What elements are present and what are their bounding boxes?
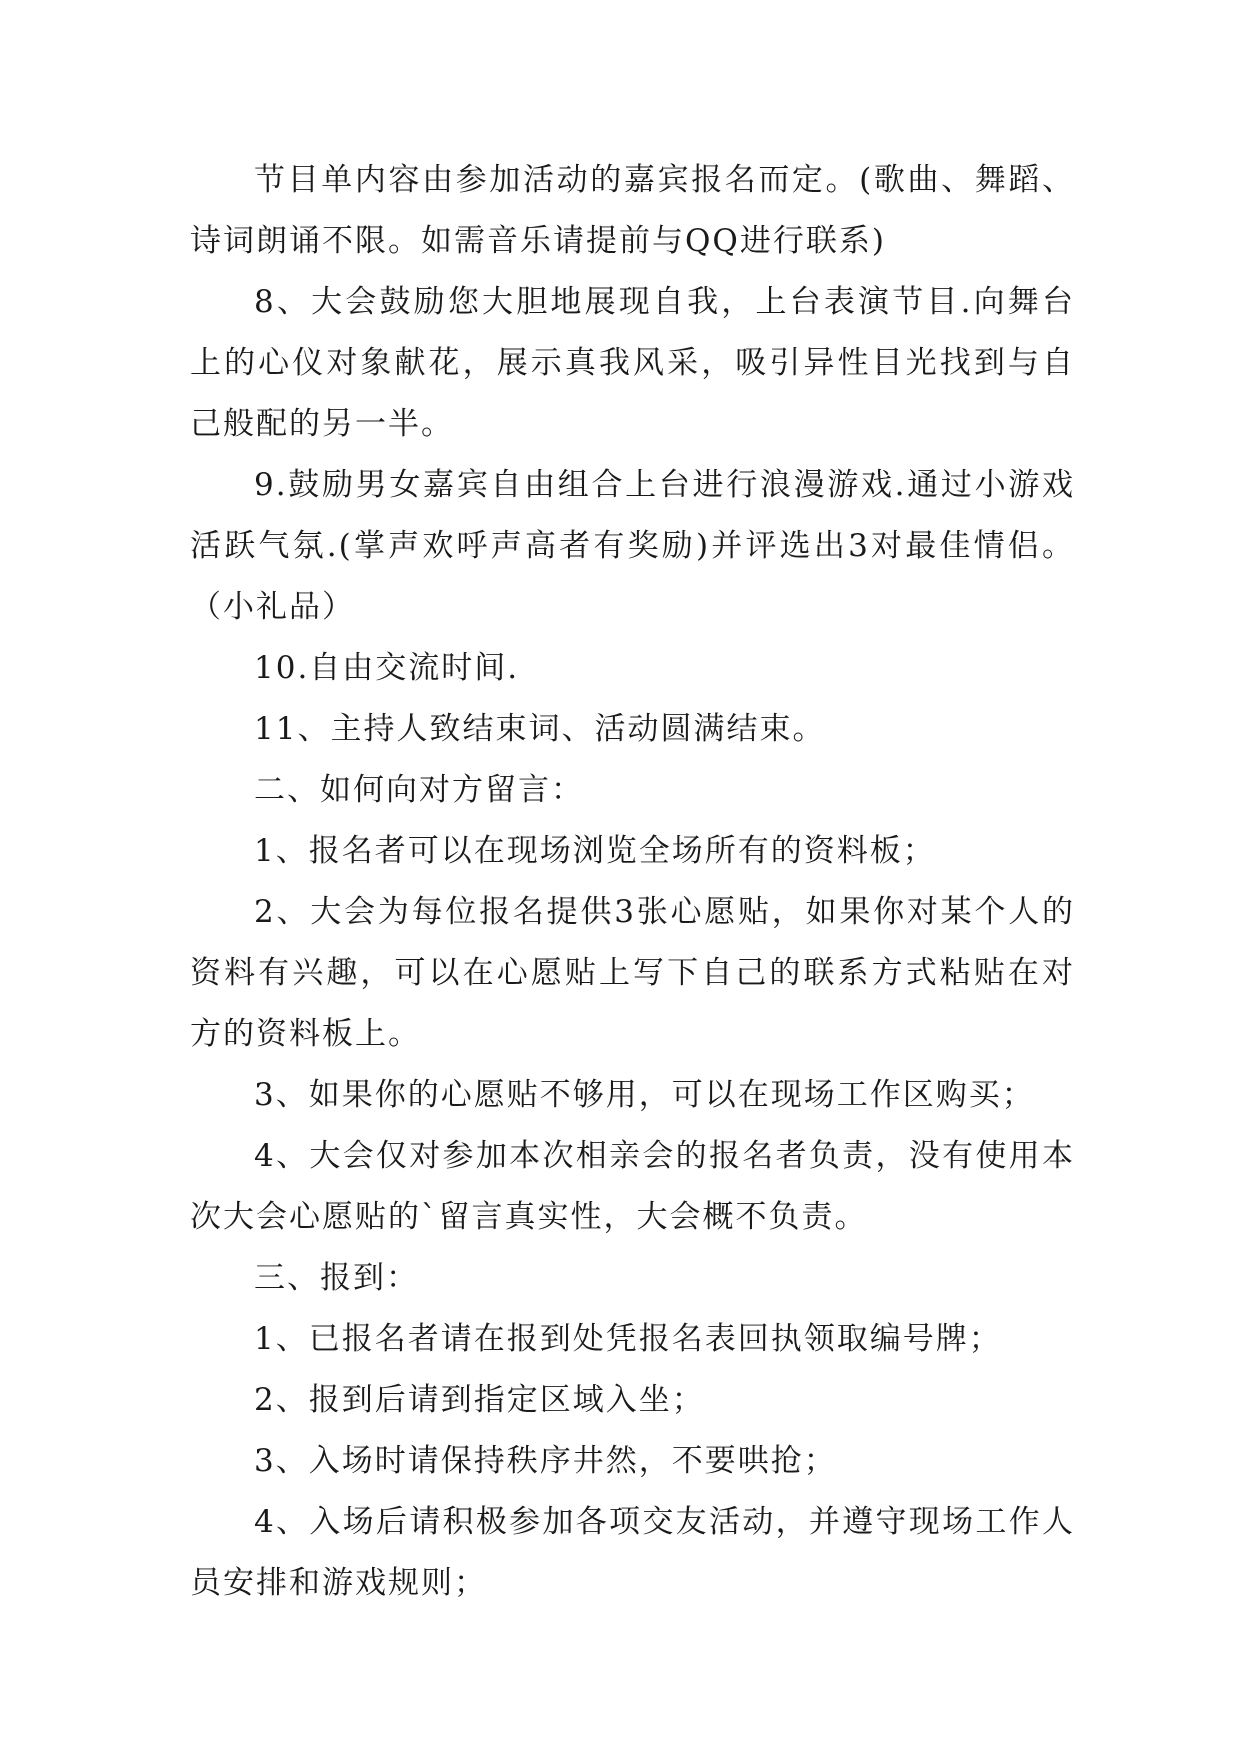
- paragraph-message-2: 2、大会为每位报名提供3张心愿贴，如果你对某个人的资料有兴趣，可以在心愿贴上写下自己的联系方式粘贴在对方的资料板上。: [190, 894, 1075, 1052]
- paragraph-item-11: 11、主持人致结束词、活动圆满结束。: [254, 711, 826, 747]
- paragraph-item-10: 10.自由交流时间.: [254, 650, 520, 686]
- paragraph-checkin-2: 2、报到后请到指定区域入坐；: [254, 1382, 705, 1418]
- document-body: [190, 150, 1075, 1614]
- paragraph-checkin-3: 3、入场时请保持秩序井然，不要哄抢；: [254, 1443, 837, 1479]
- paragraph-message-4: 4、大会仅对参加本次相亲会的报名者负责，没有使用本次大会心愿贴的`留言真实性，大会概不负责。: [190, 1138, 1075, 1235]
- paragraph-program-content: 节目单内容由参加活动的嘉宾报名而定。(歌曲、舞蹈、诗词朗诵不限。如需音乐请提前与QQ进行联系): [190, 162, 1075, 259]
- section-heading-message: 二、如何向对方留言：: [254, 772, 584, 808]
- paragraph-item-8: 8、大会鼓励您大胆地展现自我，上台表演节目.向舞台上的心仪对象献花，展示真我风采，吸引异性目光找到与自己般配的另一半。: [190, 284, 1075, 442]
- paragraph-message-3: 3、如果你的心愿贴不够用，可以在现场工作区购买；: [254, 1077, 1035, 1113]
- paragraph-item-9: 9.鼓励男女嘉宾自由组合上台进行浪漫游戏.通过小游戏活跃气氛.(掌声欢呼声高者有奖励)并评选出3对最佳情侣。（小礼品）: [190, 467, 1075, 625]
- paragraph-checkin-4: 4、入场后请积极参加各项交友活动，并遵守现场工作人员安排和游戏规则；: [190, 1504, 1075, 1601]
- paragraph-checkin-1: 1、已报名者请在报到处凭报名表回执领取编号牌；: [254, 1321, 1002, 1357]
- paragraph-message-1: 1、报名者可以在现场浏览全场所有的资料板；: [254, 833, 936, 869]
- section-heading-checkin: 三、报到：: [254, 1260, 419, 1296]
